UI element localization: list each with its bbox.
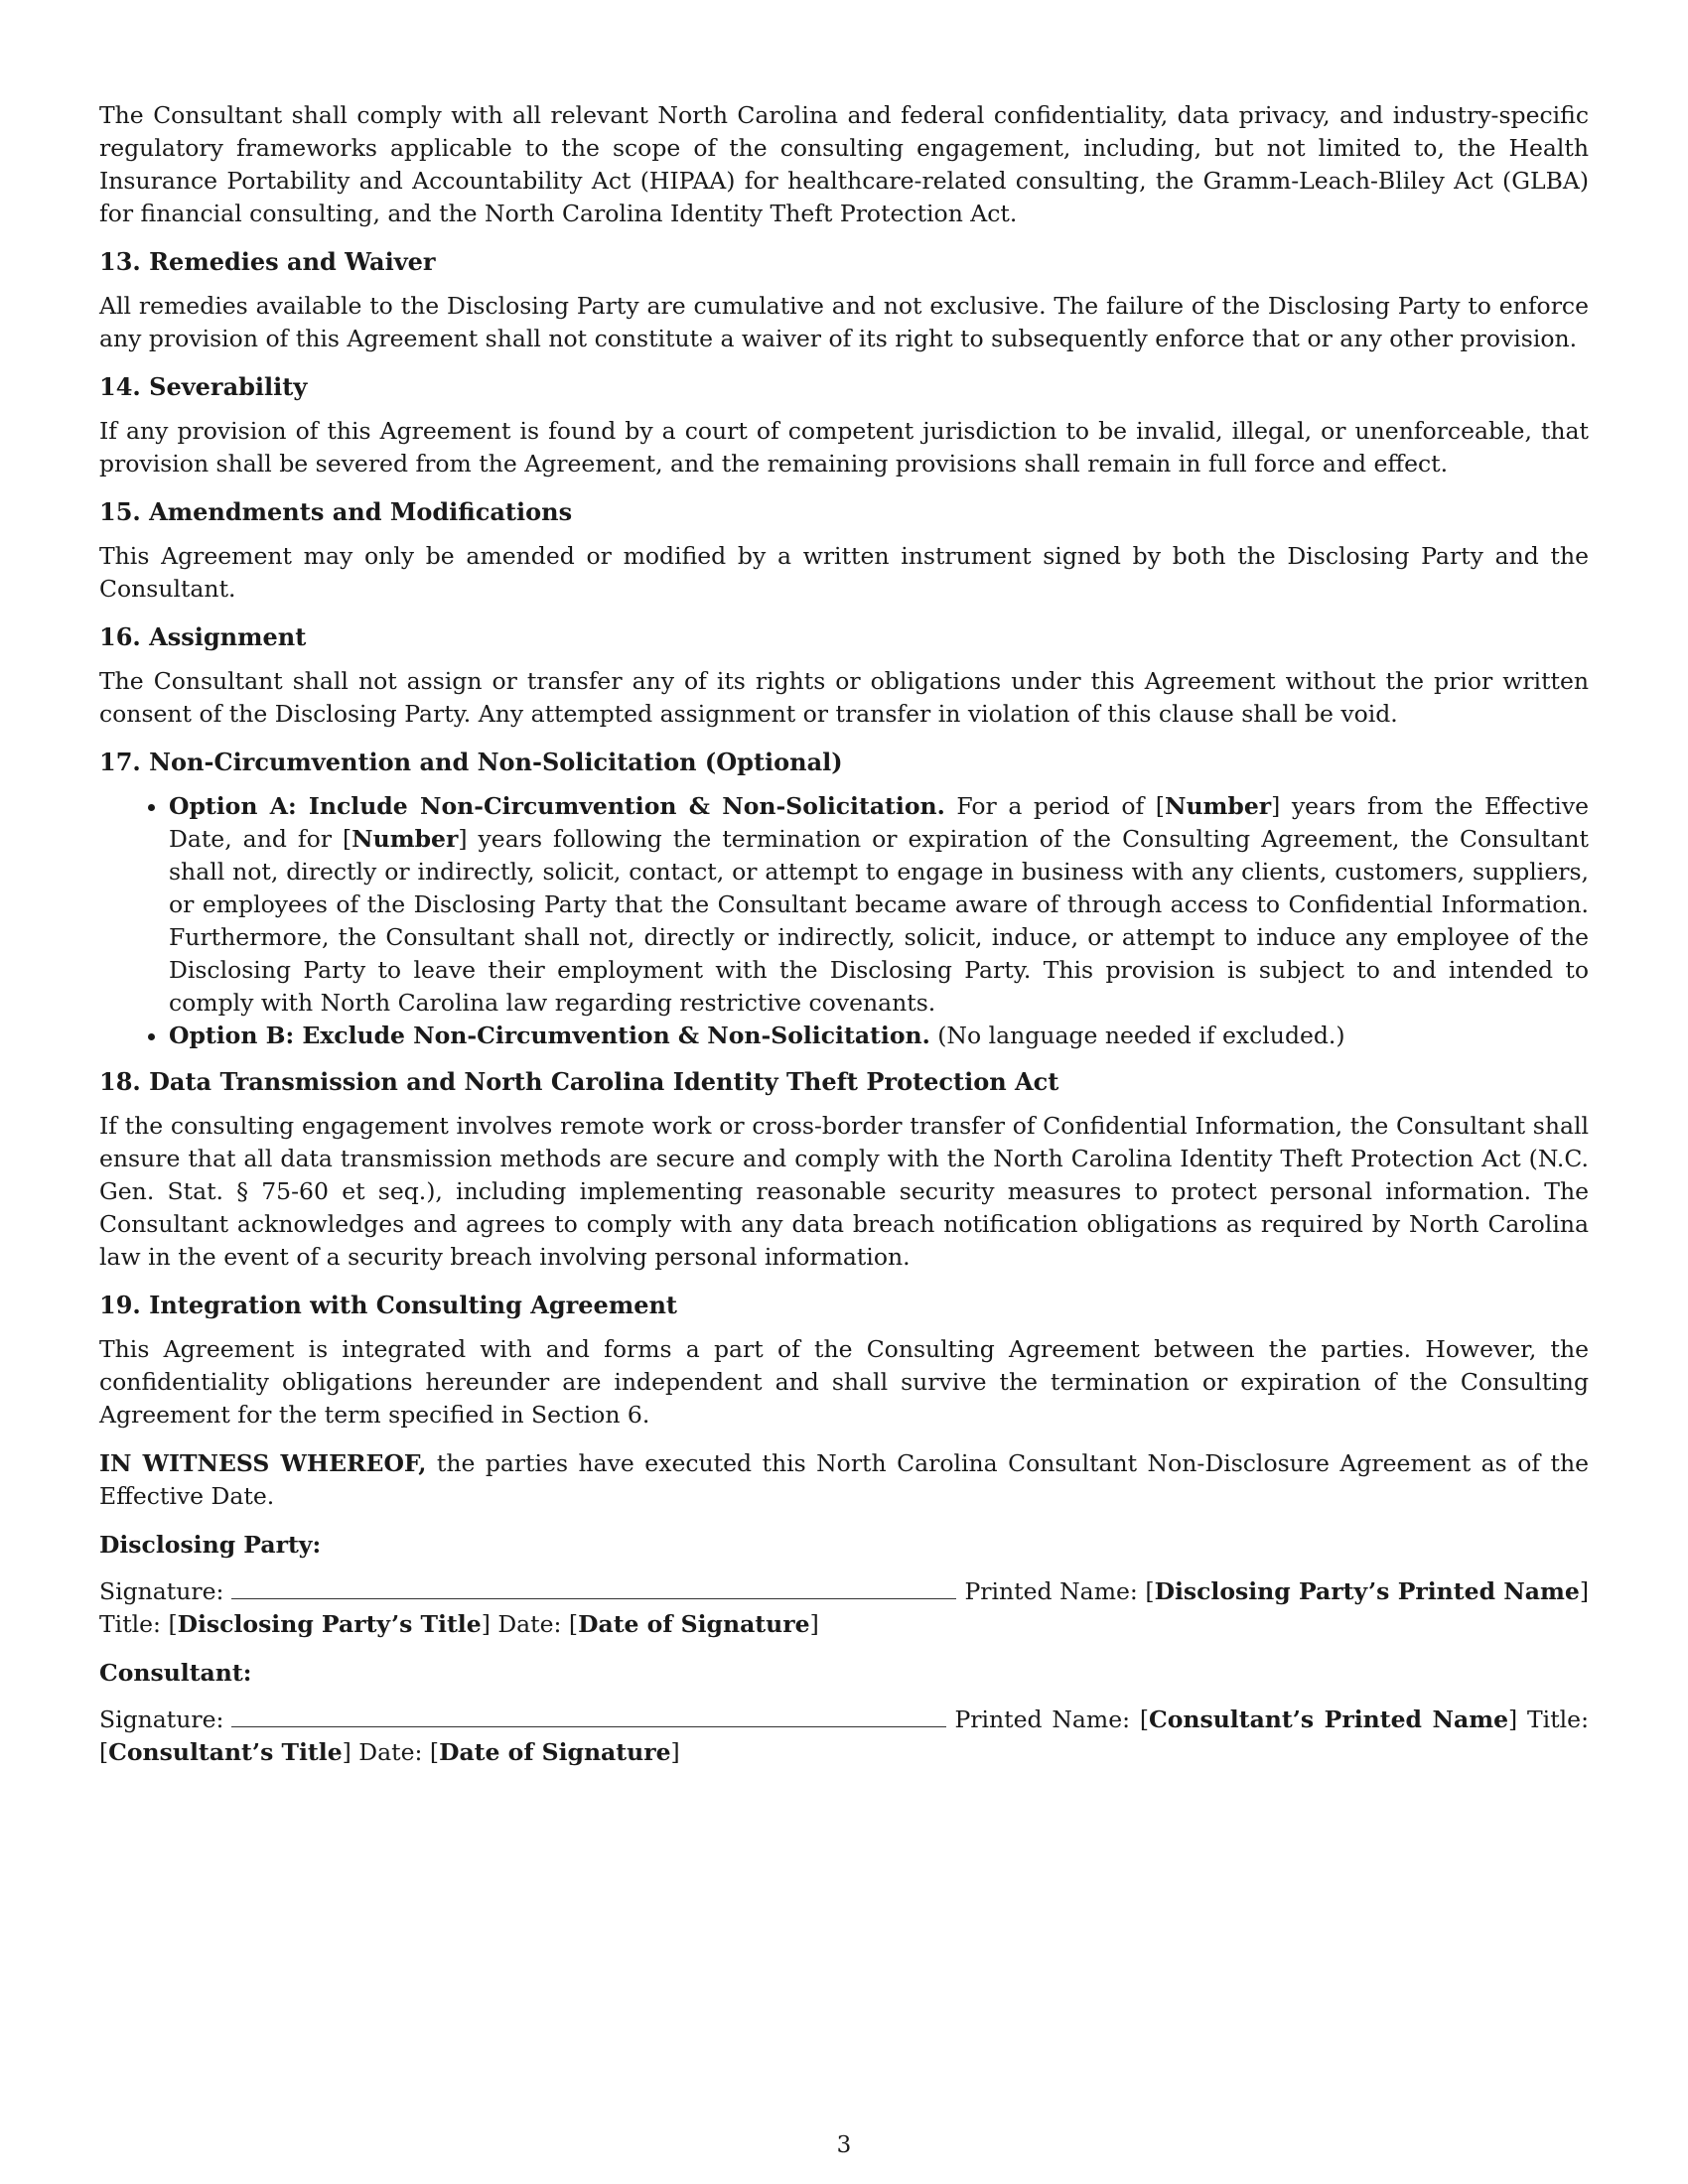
witness-lead: IN WITNESS WHEREOF, [99, 1449, 427, 1477]
section-13-heading: 13. Remedies and Waiver [99, 247, 436, 276]
disclosing-printed-name-label: Printed Name: [964, 1577, 1146, 1605]
disclosing-signature-label: Signature: [99, 1577, 224, 1605]
option-a-text-2: ] years from the Effective Date, and for [ [169, 792, 1590, 853]
section-18-body: If the consulting engagement involves remote work or cross-border transfer of Confidential Information, the Consultant shall ensure that all data transmission methods are secure and comply with the North Carolina Identity Theft Protection Act (N.C. Gen. Stat. § 75-60 et seq.), including implementing reasonable security measures to protect personal information. The Consultant acknowledges and agrees to comply with any data breach notification obligations as required by North Carolina law in the event of a security breach involving personal information. [99, 1112, 1589, 1271]
section-13-body: All remedies available to the Disclosing Party are cumulative and not exclusive. The failure of the Disclosing Party to enforce any provision of this Agreement shall not constitute a waiver of its right to subsequently enforce that or any other provision. [99, 292, 1589, 352]
disclosing-date-value: Date of Signature [578, 1610, 810, 1638]
section-16-body: The Consultant shall not assign or transfer any of its rights or obligations under this Agreement without the prior written consent of the Disclosing Party. Any attempted assignment or transfer in violation of this clause shall be void. [99, 667, 1589, 728]
disclosing-printed-name-value: Disclosing Party’s Printed Name [1154, 1577, 1580, 1605]
consultant-printed-name-value: Consultant’s Printed Name [1149, 1706, 1509, 1733]
section-18-heading: 18. Data Transmission and North Carolina Identity Theft Protection Act [99, 1067, 1059, 1096]
option-a-text-1: For a period of [ [944, 792, 1165, 820]
option-a-placeholder-1: Number [1164, 792, 1272, 820]
consultant-date-label: Date: [351, 1738, 430, 1766]
disclosing-party-heading: Disclosing Party: [99, 1531, 322, 1559]
section-14-body: If any provision of this Agreement is found by a court of competent jurisdiction to be invalid, illegal, or unenforceable, that provision shall be severed from the Agreement, and the remaining provisions shall remain in full force and effect. [99, 417, 1589, 478]
section-19-body: This Agreement is integrated with and forms a part of the Consulting Agreement between the parties. However, the confidentiality obligations hereunder are independent and shall survive the termination or expiration of the Consulting Agreement for the term specified in Section 6. [99, 1335, 1589, 1429]
disclosing-title-label: Title: [99, 1610, 169, 1638]
disclosing-date-label: Date: [490, 1610, 569, 1638]
document-page [99, 99, 1589, 1785]
option-b-text: (No language needed if excluded.) [929, 1022, 1345, 1049]
option-a-item [169, 790, 1589, 1020]
consultant-signature-line[interactable] [231, 1705, 946, 1727]
section-16-heading: 16. Assignment [99, 622, 307, 651]
consultant-title-value: Consultant’s Title [108, 1738, 343, 1766]
option-b-item [169, 1020, 1589, 1052]
disclosing-signature-line[interactable] [231, 1576, 956, 1599]
option-a-label: Option A: Include Non-Circumvention & Non-Solicitation. [169, 792, 945, 820]
section-14-heading: 14. Severability [99, 372, 308, 401]
option-a-text-3: ] years following the termination or expiration of the Consulting Agreement, the Consultant shall not, directly or indirectly, solicit, contact, or attempt to engage in business with any clients, customers, suppliers, or employees of the Disclosing Party that the Consultant became aware of through access to Confidential Information. Furthermore, the Consultant shall not, directly or indirectly, solicit, induce, or attempt to induce any employee of the Disclosing Party to leave their employment with the Disclosing Party. This provision is subject to and intended to comply with North Carolina law regarding restrictive covenants. [169, 825, 1589, 1017]
section-15-body: This Agreement may only be amended or modified by a written instrument signed by both the Disclosing Party and the Consultant. [99, 542, 1589, 603]
consultant-heading: Consultant: [99, 1659, 252, 1687]
section-17-heading: 17. Non-Circumvention and Non-Solicitation (Optional) [99, 748, 843, 776]
section-19-heading: 19. Integration with Consulting Agreement [99, 1291, 678, 1319]
witness-paragraph [99, 1447, 1589, 1513]
option-a-placeholder-2: Number [352, 825, 459, 853]
section-17-options [99, 790, 1589, 1052]
consultant-signature-label: Signature: [99, 1706, 224, 1733]
intro-paragraph: The Consultant shall comply with all relevant North Carolina and federal confidentiality, data privacy, and industry-specific regulatory frameworks applicable to the scope of the consulting engagement, including, but not limited to, the Health Insurance Portability and Accountability Act (HIPAA) for healthcare-related consulting, the Gramm-Leach-Bliley Act (GLBA) for financial consulting, and the North Carolina Identity Theft Protection Act. [99, 101, 1589, 227]
disclosing-party-signature-block: Signature: Printed Name: [Disclosing Party’s Printed Name] Title: [Disclosing Party’s Title] Date: [Date of Signature] [99, 1577, 1589, 1638]
consultant-date-value: Date of Signature [439, 1738, 671, 1766]
consultant-title-label: Title: [1517, 1706, 1589, 1733]
option-b-label: Option B: Exclude Non-Circumvention & Non-Solicitation. [169, 1022, 930, 1049]
section-15-heading: 15. Amendments and Modifications [99, 497, 573, 526]
page-number: 3 [836, 2132, 852, 2158]
consultant-signature-block: Signature: Printed Name: [Consultant’s Printed Name] Title: [Consultant’s Title] Date: [Date of Signature] [99, 1706, 1589, 1766]
consultant-printed-name-label: Printed Name: [954, 1706, 1140, 1733]
disclosing-title-value: Disclosing Party’s Title [177, 1610, 482, 1638]
witness-text: the parties have executed this North Carolina Consultant Non-Disclosure Agreement as of the Effective Date. [99, 1449, 1589, 1510]
